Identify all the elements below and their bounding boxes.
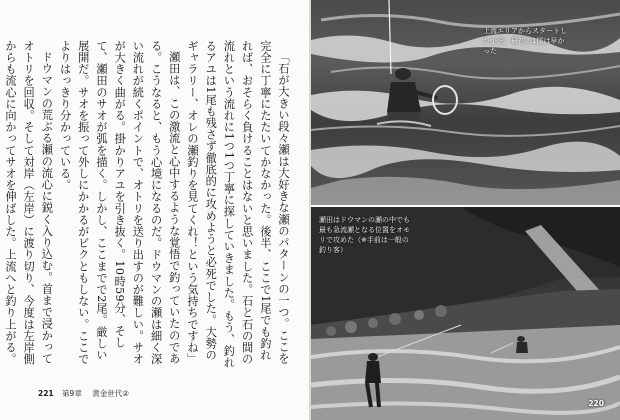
page-number: 221	[38, 389, 54, 398]
section-label: 黄金世代②	[92, 389, 129, 398]
paragraph: 「石が大きい段々瀬は大好きな瀬のパターンの一つ。ここを完全に丁寧にたたいてかなかった。後半、ここで1尾でも釣れれば、おそらく負けることはないと思いました。石と石の間の流れという流れに1つ1つ丁寧に探していきました。もう、釣れるアユは1尾も残さず徹底的に攻めようと必死でした。大勢のギャラリー、オレの瀬釣りを見てくれ！という気持ちですね」	[185, 40, 290, 369]
river-photo-gorge	[311, 207, 620, 420]
chapter-label: 第9章	[62, 389, 82, 398]
paragraph: ドウマンの荒ぶる瀬の流心に鋭く入り込む。首まで浸かってオトリを回収。そして対岸（左岸）に渡り切り、今度は左岸側からも流心に向かってサオを伸ばした。上流へと釣り上がる。	[3, 40, 54, 365]
photo-caption: 上流エリアからスタートした小沢。最初の1尾は早かった	[483, 27, 567, 55]
paragraph: 瀬田は、この激流と心中するような覚悟で釣っていたのである。こうなると、もう心境になるのだ。ドウマンの瀬は細く深い流れが続くポイントで、オトリを送り出すのが難しい。サオが大きく曲がる。掛かりアユを引き抜く。10時59分、そして、瀬田のサオが弧を描く。しかし、ここまでで2尾。厳しい展開だ。サオを振って外しにかかるがビクともしない。ここでよりはっきり分かっている。	[58, 40, 181, 365]
river-photo-angler	[311, 0, 620, 205]
photo-caption: 瀬田はドウマンの瀬の中でも最も急流瀬となる位置をオモリで攻めた（※手前は一般の釣り客）	[319, 216, 410, 254]
page-number: 220	[588, 399, 604, 408]
page-footer	[38, 388, 129, 399]
body-text	[3, 40, 292, 370]
